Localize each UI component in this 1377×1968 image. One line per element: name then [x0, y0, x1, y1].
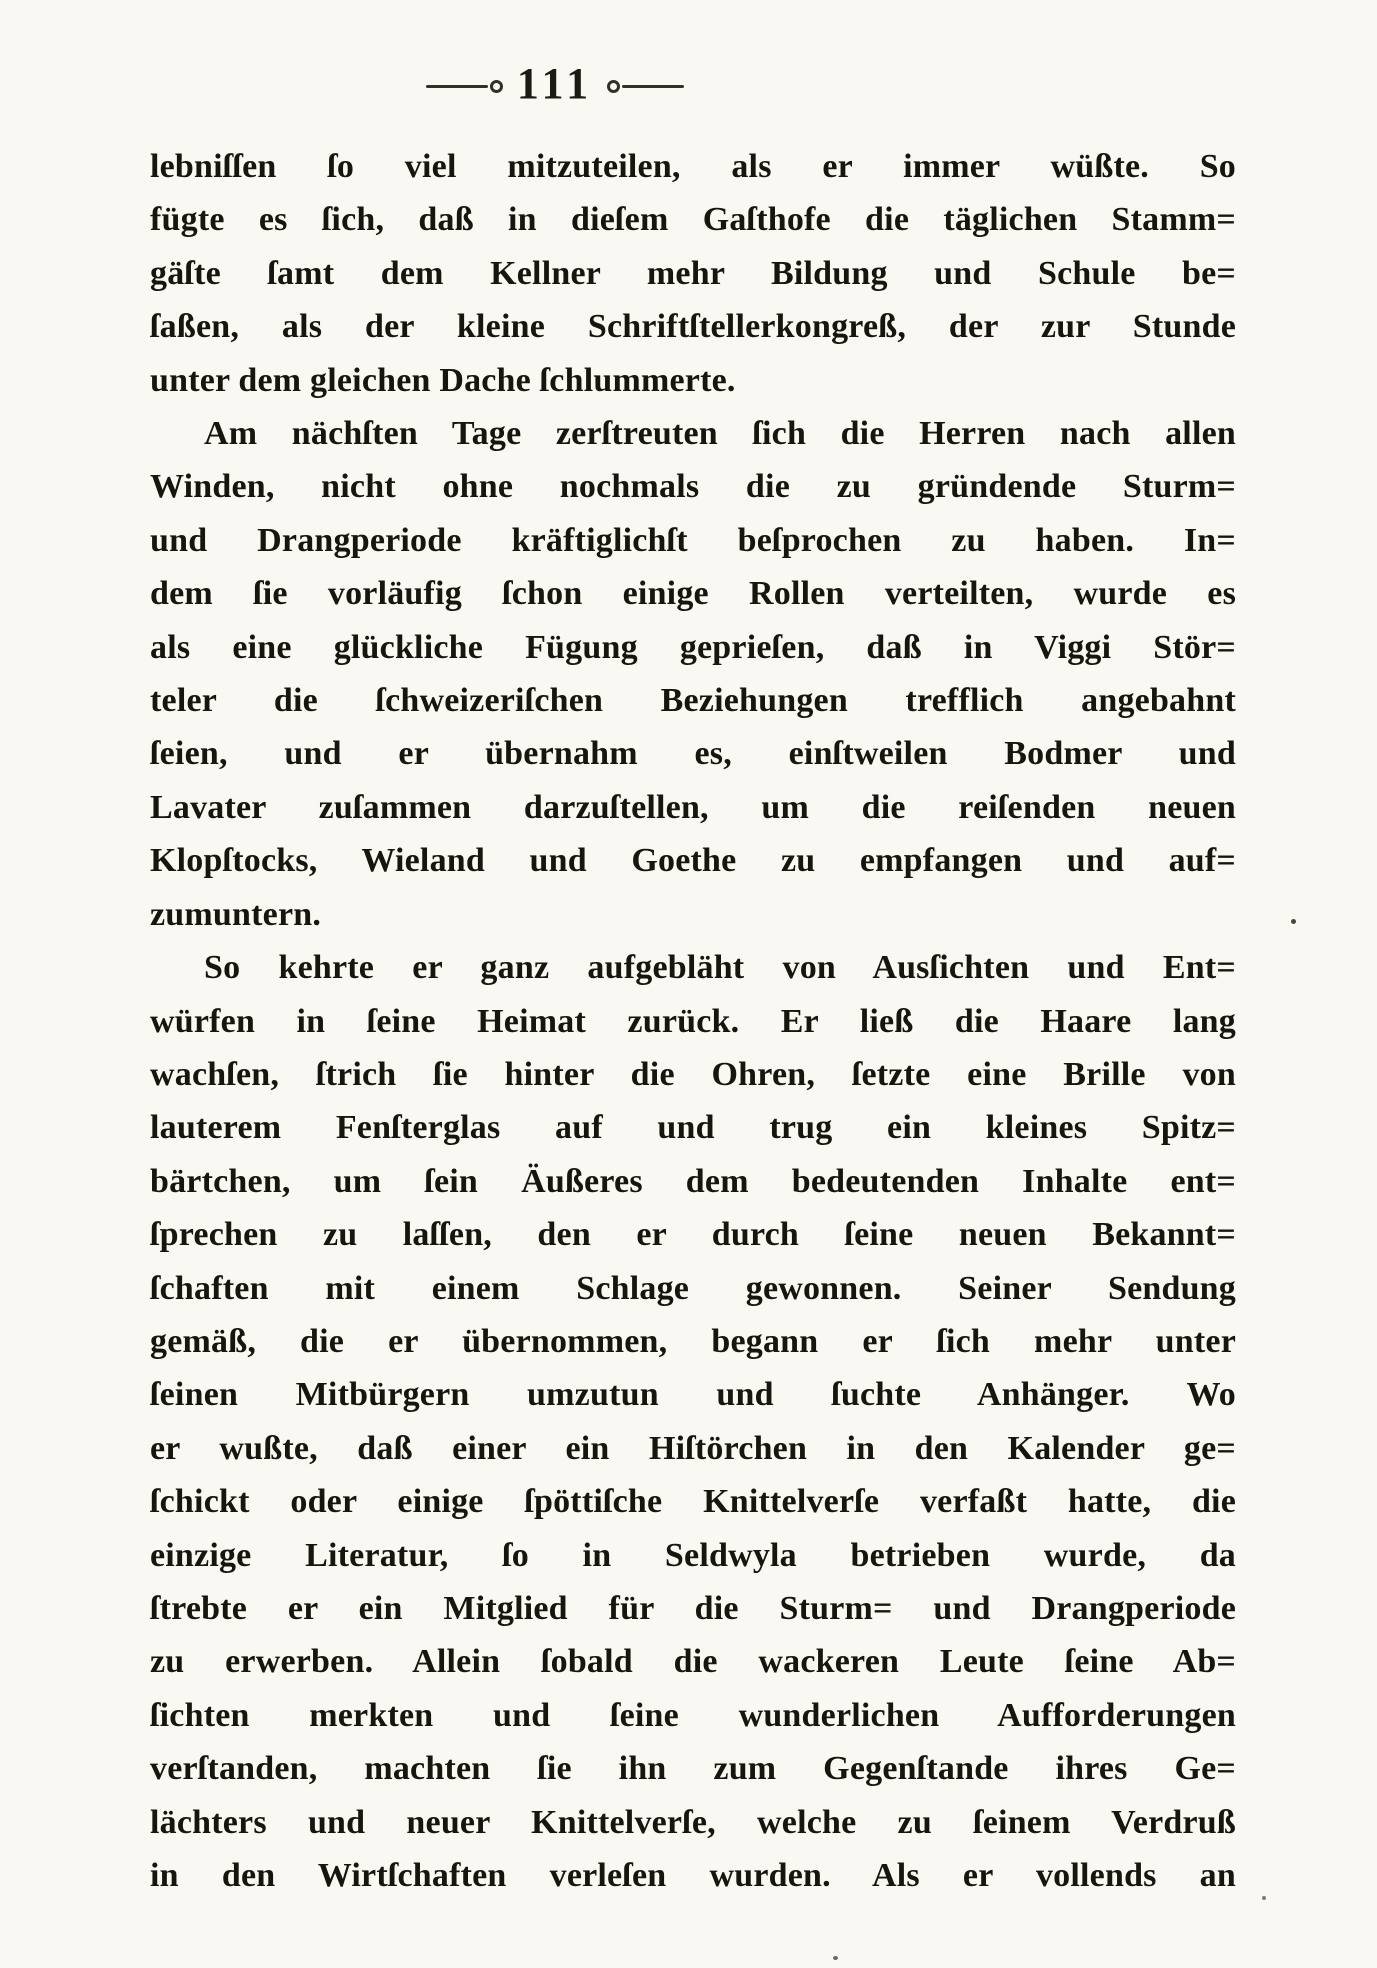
page-header — [425, 59, 685, 110]
text-line: ſtrebte er ein Mitglied für die Sturm= und Drangperiode — [150, 1589, 1236, 1627]
text-line: ſichten merkten und ſeine wunderlichen Aufforderungen — [150, 1696, 1236, 1734]
text-line: wachſen, ſtrich ſie hinter die Ohren, ſetzte eine Brille von — [150, 1055, 1236, 1093]
text-line: ſaßen, als der kleine Schriftſtellerkongreß, der zur Stunde — [150, 308, 1236, 346]
scan-speck — [1262, 1896, 1266, 1900]
text-line: fügte es ſich, daß in dieſem Gaſthofe die täglichen Stamm= — [150, 201, 1236, 239]
text-line: und Drangperiode kräftiglichſt beſprochen zu haben. In= — [150, 521, 1236, 559]
text-line: dem ſie vorläufig ſchon einige Rollen verteilten, wurde es — [150, 575, 1236, 613]
text-line: in den Wirtſchaften verleſen wurden. Als er vollends an — [150, 1857, 1236, 1894]
text-line: ſchaften mit einem Schlage gewonnen. Seiner Sendung — [150, 1269, 1236, 1307]
text-line: lebniſſen ſo viel mitzuteilen, als er immer wüßte. So — [150, 148, 1236, 185]
text-line: ſeien, und er übernahm es, einſtweilen Bodmer und — [150, 735, 1236, 773]
scan-speck — [1291, 919, 1296, 924]
text-line: Klopſtocks, Wieland und Goethe zu empfangen und auf= — [150, 842, 1236, 880]
text-line: ſeinen Mitbürgern umzutun und ſuchte Anhänger. Wo — [150, 1376, 1236, 1414]
ornament-left-rule-ring-icon — [426, 80, 503, 93]
paragraph — [150, 140, 1236, 407]
ring-icon — [490, 80, 503, 93]
text-line: Winden, nicht ohne nochmals die zu gründende Sturm= — [150, 468, 1236, 506]
ornament-right-ring-rule-icon — [607, 80, 684, 93]
text-line: gemäß, die er übernommen, begann er ſich mehr unter — [150, 1322, 1236, 1360]
text-line: unter dem gleichen Dache ſchlummerte. — [150, 361, 736, 399]
text-line: teler die ſchweizeriſchen Beziehungen trefflich angebahnt — [150, 682, 1236, 720]
paragraph — [150, 407, 1236, 941]
text-line: Lavater zuſammen darzuſtellen, um die reiſenden neuen — [150, 788, 1236, 826]
text-line: gäſte ſamt dem Kellner mehr Bildung und Schule be= — [150, 254, 1236, 292]
scan-speck — [833, 1956, 838, 1960]
text-line: lächters und neuer Knittelverſe, welche zu ſeinem Verdruß — [150, 1803, 1236, 1841]
text-line: er wußte, daß einer ein Hiſtörchen in den Kalender ge= — [150, 1429, 1236, 1467]
rule-icon — [622, 85, 684, 88]
ring-icon — [607, 80, 620, 93]
text-line: Am nächſten Tage zerſtreuten ſich die Herren nach allen — [204, 415, 1236, 453]
text-line: So kehrte er ganz aufgebläht von Ausſichten und Ent= — [204, 949, 1236, 987]
text-line: einzige Literatur, ſo in Seldwyla betrieben wurde, da — [150, 1536, 1236, 1574]
text-block — [150, 140, 1236, 1902]
rule-icon — [426, 85, 488, 88]
text-line: zumuntern. — [150, 895, 322, 933]
page-number: 111 — [516, 59, 594, 108]
text-line: lauterem Fenſterglas auf und trug ein kleines Spitz= — [150, 1109, 1236, 1147]
text-line: würfen in ſeine Heimat zurück. Er ließ die Haare lang — [150, 1002, 1236, 1040]
text-line: verſtanden, machten ſie ihn zum Gegenſtande ihres Ge= — [150, 1750, 1236, 1788]
text-line: ſchickt oder einige ſpöttiſche Knittelverſe verfaßt hatte, die — [150, 1483, 1236, 1521]
text-line: als eine glückliche Fügung geprieſen, daß in Viggi Stör= — [150, 628, 1236, 666]
text-line: zu erwerben. Allein ſobald die wackeren Leute ſeine Ab= — [150, 1643, 1236, 1681]
text-line: ſprechen zu laſſen, den er durch ſeine neuen Bekannt= — [150, 1216, 1236, 1254]
paragraph — [150, 941, 1236, 1902]
text-line: bärtchen, um ſein Äußeres dem bedeutenden Inhalte ent= — [150, 1162, 1236, 1200]
